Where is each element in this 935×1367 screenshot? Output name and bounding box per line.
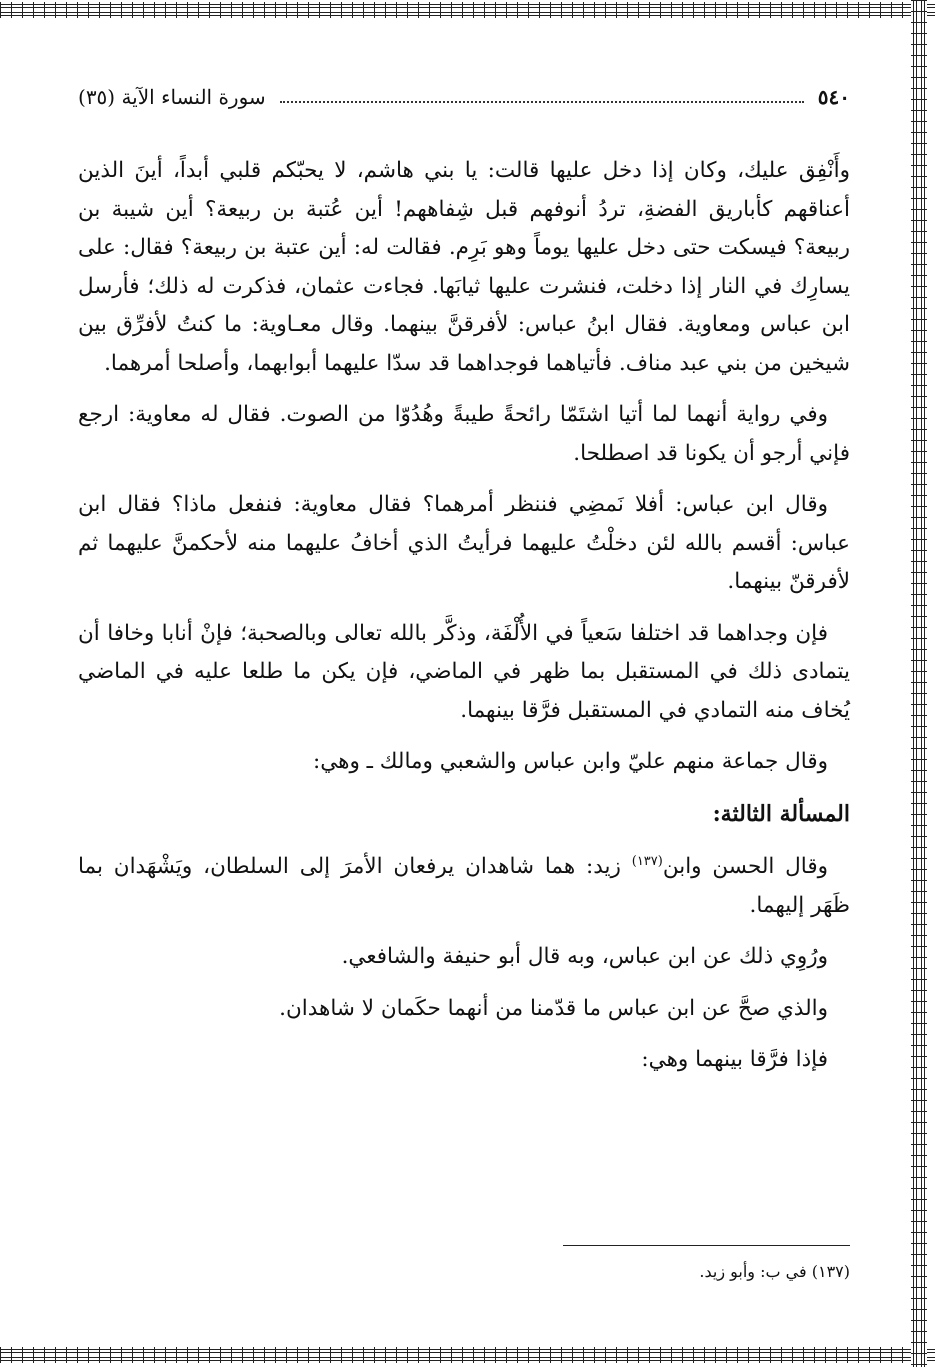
paragraph-1: وأَنْفِق عليك، وكان إذا دخل عليها قالت: يا بني هاشم، لا يحبّكم قلبي أبداً، أينَ الذين أعناقهم كأباريق الفضةِ، تردُ أنوفهم قبل شِفاههم! أين عُتبة بن ربيعة؟ أين شيبة بن ربيعة؟ فيسكت حتى دخل عليها يوماً وهو بَرِم. فقالت له: أين عتبة بن ربيعة؟ فقال: على يسارِك في النار إذا دخلت، فنشرت عليها ثيابَها. فجاءت عثمان، فذكرت له ذلك؛ فأرسل ابن عباس ومعاوية. فقال ابنُ عباس: لأفرقنَّ بينهما. وقال معـاوية: ما كنتُ لأفرِّق بين شيخين من بني عبد مناف. فأتياهما فوجداهما قد سدّا عليهما أبوابهما، وأصلحا أمرهما. [78, 158, 850, 376]
closing-line-1: ورُوِي ذلك عن ابن عباس، وبه قال أبو حنيفة والشافعي. [341, 944, 828, 970]
page-number: ٥٤٠ [817, 85, 850, 109]
decorative-border-right [911, 0, 927, 1367]
book-page [78, 0, 850, 1367]
section-paragraph-start: وقال الحسن وابن [662, 854, 829, 880]
paragraph-4: فإن وجداهما قد اختلفا سَعياً في الأُلْفَة، وذكَّر بالله تعالى وبالصحبة؛ فإنْ أنابا وخافا أن يتمادى ذلك في المستقبل بما ظهر في الماضي، فإن يكن ما طلعا عليه في الماضي يُخاف منه التمادي في المستقبل فرَّقا بينهما. [78, 620, 850, 723]
page-header [78, 82, 850, 112]
header-dot-leader [280, 101, 804, 103]
footnote-reference: (١٣٧) [631, 854, 663, 869]
paragraph-3: وقال ابن عباس: أفلا نَمضِي فننظر أمرهما؟ فقال معاوية: فنفعل ماذا؟ فقال ابن عباس: أقسم بالله لئن دخلْتُ عليهما فرأيتُ الذي أخافُ عليهما منه لأحكمنَّ عليهما ثم لأفرقنّ بينهما. [78, 492, 850, 594]
closing-line-2: والذي صحَّ عن ابن عباس ما قدّمنا من أنهما حكَمان لا شاهدان. [279, 995, 828, 1021]
footnote: (١٣٧) في ب: وأبو زيد. [699, 1262, 850, 1281]
running-title: سورة النساء الآية (٣٥) [78, 85, 266, 109]
paragraph-2: وفي رواية أنهما لما أتيا اشتَمّا رائحةً طيبةً وهُدُوّا من الصوت. فقال له معاوية: ارجع فإني أرجو أن يكونا قد اصطلحا. [78, 402, 850, 466]
closing-line-3: فإذا فرَّقا بينهما وهي: [641, 1047, 828, 1073]
section-paragraph [78, 843, 850, 925]
paragraph-5: وقال جماعة منهم عليّ وابن عباس والشعبي ومالك ـ وهي: [312, 749, 828, 774]
section-heading: المسألة الثالثة: [712, 800, 850, 827]
footnote-separator [563, 1245, 850, 1246]
section-paragraph-rest: زيد: هما شاهدان يرفعان الأمرَ إلى السلطان، ويَشْهَدان بما ظَهَر إليهما. [78, 854, 850, 918]
main-text [78, 152, 850, 1093]
